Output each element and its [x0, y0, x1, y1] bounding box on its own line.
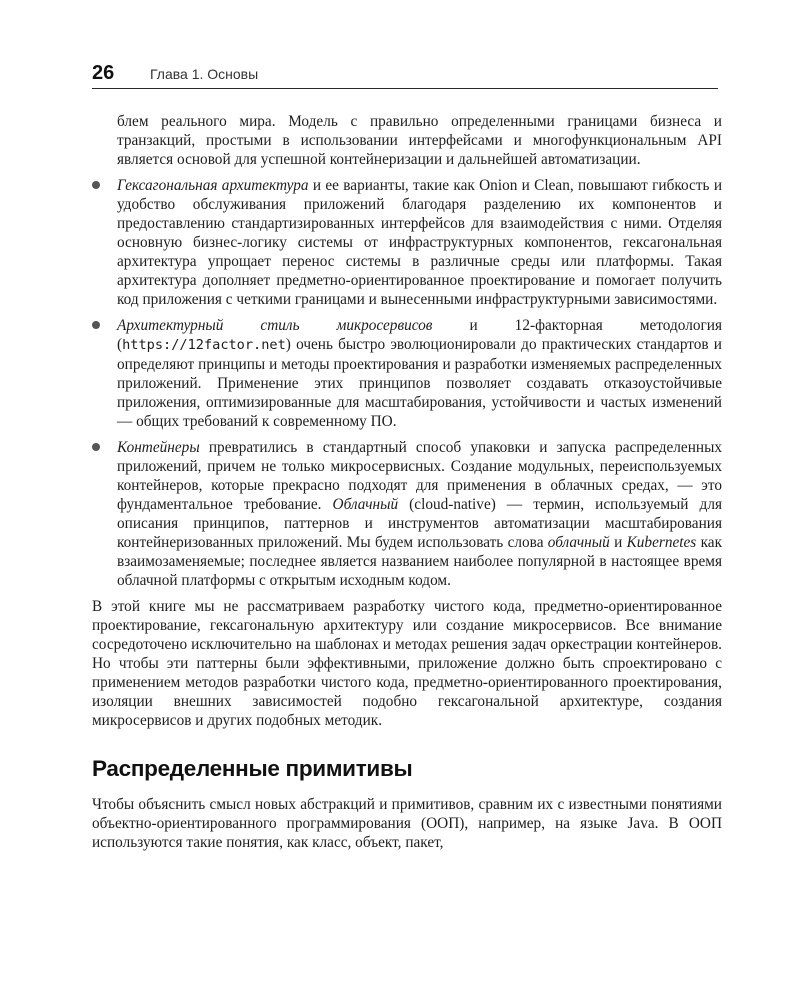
bullet-text — [117, 176, 722, 309]
page-number: 26 — [92, 62, 115, 84]
bullet-icon — [92, 181, 100, 189]
running-header — [92, 60, 718, 89]
bullet-item-microservices — [92, 316, 722, 431]
bullet-icon — [92, 321, 100, 329]
intro-continuation: блем реального мира. Модель с правильно определенными границами бизнеса и транзакций, простыми в использовании интерфейсами и многофункциональным API является основой для успешной контейнеризации и дальнейшей автоматизации. — [117, 113, 722, 168]
bullet-list — [92, 176, 722, 590]
inline-term: облачный — [547, 534, 610, 551]
bullet-term: Контейнеры — [117, 439, 200, 456]
bullet-item-hexagonal — [92, 176, 722, 309]
chapter-title: Глава 1. Основы — [150, 66, 259, 82]
bullet-body: (cloud-native) — термин, используемый для описания принципов, паттернов и инструментов автоматизации масштабирования контейнеризованных приложений. Мы будем использовать слова — [117, 496, 723, 551]
bullet-body: и ее варианты, такие как Onion и Clean, повышают гибкость и удобство обслуживания приложений благодаря разделению их компонентов и предоставлению стандартизированных интерфейсов для взаимодействия с ними. Отделяя основную бизнес-логику системы от инфраструктурных компонентов, гексагональная архитектура упрощает перенос системы в различные среды или платформы. Такая архитектура дополняет предметно-ориентированное проектирование и помогает получить код приложения с четкими границами и вынесенными инфраструктурными зависимостями. — [117, 177, 723, 308]
bullet-term: Гексагональная архитектура — [117, 177, 309, 194]
body-paragraph: В этой книге мы не рассматриваем разработку чистого кода, предметно-ориентированное проектирование, гексагональную архитектуру или создание микросервисов. Все внимание сосредоточено исключительно на шаблонах и методах решения задач оркестрации контейнеров. Но чтобы эти паттерны были эффективными, приложение должно быть спроектировано с применением методов разработки чистого кода, предметно-ориентированного проектирования, изоляции внешних зависимостей подобно гексагональной архитектуре, создания микросервисов и других подобных методик. — [92, 598, 722, 729]
bullet-text — [117, 438, 722, 590]
section-heading: Распределенные примитивы — [92, 756, 413, 781]
bullet-body: и 12-факторная методология ( — [117, 317, 722, 353]
twelve-factor-link[interactable]: https://12factor.net — [122, 337, 286, 353]
inline-term: Kubernetes — [626, 534, 697, 551]
inline-term: Облачный — [332, 496, 399, 513]
bullet-body: как взаимозаменяемые; последнее является названием наиболее популярной в настоящее время облачной платформы с открытым исходным кодом. — [117, 534, 722, 589]
bullet-term: Архитектурный стиль микросервисов — [117, 317, 433, 334]
bullet-body: ) очень быстро эволюционировали до практических стандартов и определяют принципы и методы проектирования и разработки изменяемых распределенных приложений. Применение этих принципов позволяет создавать отказоустойчивые приложения, оптимизированные для масштабирования, устойчивости и частых изменений — общих требований к современному ПО. — [117, 336, 722, 430]
bullet-body: и — [609, 534, 627, 551]
bullet-text — [117, 316, 722, 431]
bullet-item-containers — [92, 438, 722, 590]
bullet-icon — [92, 443, 100, 451]
section-paragraph: Чтобы объяснить смысл новых абстракций и примитивов, сравним их с известными понятиями объектно-ориентированного программирования (ООП), например, на языке Java. В ООП используются такие понятия, как класс, объект, пакет, — [92, 796, 722, 851]
bullet-body: превратились в стандартный способ упаковки и запуска распределенных приложений, причем не только микросервисных. Создание модульных, переиспользуемых контейнеров, которые прекрасно подходят для применения в облачных средах, — это фундаментальное требование. — [117, 439, 722, 513]
page-body — [92, 112, 722, 852]
